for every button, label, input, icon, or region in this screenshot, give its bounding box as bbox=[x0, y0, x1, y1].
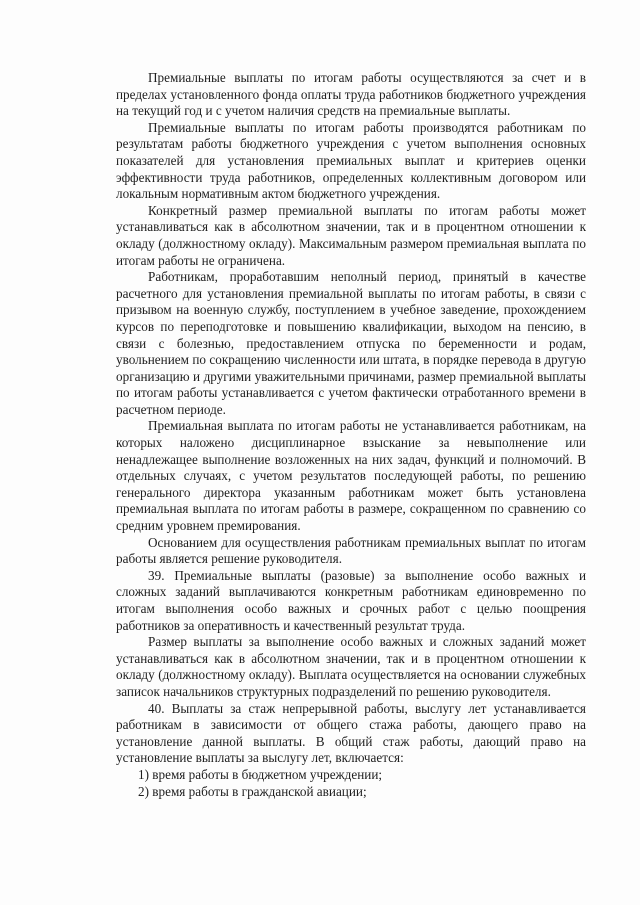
paragraph-premium-amount: Конкретный размер премиальной выплаты по итогам работы может устанавливаться как в абсолютном значении, так и в процентном отношении к окладу (должностному окладу). Максимальным размером премиальная выплата по итогам работы не ограничена. bbox=[116, 202, 586, 268]
list-item-civil-aviation: 2) время работы в гражданской авиации; bbox=[138, 783, 367, 799]
document-body bbox=[116, 70, 586, 800]
paragraph-premium-criteria: Премиальные выплаты по итогам работы производятся работникам по результатам работы бюджетного учреждения с учетом выполнения основных показателей для установления премиальных выплат и критериев оценки эффективности труда работников, определенных коллективным договором или локальным нормативным актом бюджетного учреждения. bbox=[116, 119, 586, 202]
paragraph-special-tasks-amount: Размер выплаты за выполнение особо важных и сложных заданий может устанавливаться как в абсолютном значении, так и в процентном отношении к окладу (должностному окладу). Выплата осуществляется на основании служебных записок начальников структурных подразделений по решению руководителя. bbox=[116, 634, 586, 699]
paragraph-clause-39: 39. Премиальные выплаты (разовые) за выполнение особо важных и сложных заданий выплачиваются конкретным работникам единовременно по итогам выполнения особо важных и срочных работ с целью поощрения работников за оперативность и качественный результат труда. bbox=[116, 567, 586, 633]
paragraph-partial-period: Работникам, проработавшим неполный период, принятый в качестве расчетного для установления премиальной выплаты по итогам работы, в связи с призывом на военную службу, поступлением в учебное заведение, прохождением курсов по переподготовке и повышению квалификации, выходом на пенсию, в связи с болезнью, предоставлением отпуска по беременности и родам, увольнением по сокращению численности или штата, в порядке перевода в другую организацию и другими уважительными причинами, размер премиальной выплаты по итогам работы устанавливается с учетом фактически отработанного времени в расчетном периоде. bbox=[116, 269, 586, 417]
paragraph-clause-40: 40. Выплаты за стаж непрерывной работы, выслугу лет устанавливается работникам в зависимости от общего стажа работы, дающего право на установление данной выплаты. В общий стаж работы, дающий право на установление выплаты за выслугу лет, включается: bbox=[116, 700, 586, 766]
paragraph-premium-funding: Премиальные выплаты по итогам работы осуществляются за счет и в пределах установленного фонда оплаты труда работников бюджетного учреждения на текущий год и с учетом наличия средств на премиальные выплаты. bbox=[116, 70, 586, 119]
list-item-budget-institution: 1) время работы в бюджетном учреждении; bbox=[138, 766, 383, 782]
paragraph-basis: Основанием для осуществления работникам премиальных выплат по итогам работы является решение руководителя. bbox=[116, 534, 586, 567]
paragraph-disciplinary: Премиальная выплата по итогам работы не устанавливается работникам, на которых наложено дисциплинарное взыскание за невыполнение или ненадлежащее выполнение возложенных на них задач, функций и полномочий. В отдельных случаях, с учетом результатов последующей работы, по решению генерального директора указанным работникам может быть установлена премиальная выплата по итогам работы в размере, сокращенном по сравнению со средним уровнем премирования. bbox=[116, 418, 586, 534]
